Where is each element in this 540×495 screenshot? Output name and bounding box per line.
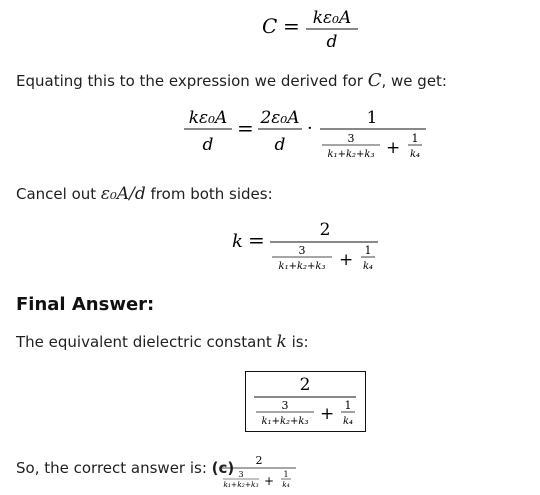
eq5-numerator: 2 [255,454,263,467]
eq2-small2-numerator: 1 [411,132,419,145]
eq4-small-denominator: k₁+k₂+k₃ [261,416,309,427]
eq5-small-denominator: k₁+k₂+k₃ [223,480,259,489]
eq1-equals: = [283,14,300,38]
equation-k [228,218,388,278]
eq3-numerator: 2 [319,220,331,240]
eq4-numerator: 2 [299,375,311,395]
eq3-equals: = [248,228,265,252]
eq1-numerator: kε₀A [312,8,352,28]
eq3-lhs: k [232,231,243,252]
eq2-lhs-denominator: d [202,135,214,155]
paragraph-equivalent-text-2: is: [286,333,309,351]
paragraph-cancel [16,184,273,204]
eq1-lhs: C [262,14,278,38]
paragraph-equating-text-2: , we get: [381,72,447,90]
paragraph-equating-text-1: Equating this to the expression we derived for [16,72,368,90]
eq2-small-denominator: k₁+k₂+k₃ [327,149,375,160]
eq2-rhs2-numerator: 1 [366,108,378,128]
eq4-small2-denominator: k₄ [342,416,354,427]
equation-equating [178,104,438,166]
equation-capacitance [250,2,370,54]
boxed-answer [244,370,368,434]
paragraph-correct-answer-text: So, the correct answer is: [16,459,212,477]
eq3-small-denominator: k₁+k₂+k₃ [278,261,326,272]
eq3-small-numerator: 3 [298,244,306,257]
eq4-plus: + [320,404,335,424]
paragraph-equating-math: C [367,70,382,91]
paragraph-equating [16,70,447,91]
eq3-small2-numerator: 1 [364,244,372,257]
eq2-small-numerator: 3 [347,132,355,145]
eq5-small2-numerator: 1 [283,470,289,479]
eq2-small2-denominator: k₄ [409,149,421,160]
eq2-lhs-numerator: kε₀A [188,108,228,128]
paragraph-equivalent-text-1: The equivalent dielectric constant [16,333,277,351]
eq2-rhs1-denominator: d [274,135,286,155]
paragraph-equivalent-math: k [276,332,287,352]
answer-choice-label: (c) [211,459,235,477]
paragraph-cancel-text-2: from both sides: [145,185,273,203]
eq3-small2-denominator: k₄ [362,261,374,272]
eq2-equals: = [237,116,254,140]
paragraph-correct-answer [16,459,234,477]
paragraph-equivalent [16,332,309,352]
eq2-dot: · [307,118,313,139]
final-answer-heading: Final Answer: [16,294,155,315]
eq2-plus: + [386,138,401,158]
eq2-rhs1-numerator: 2ε₀A [260,108,300,128]
eq1-denominator: d [326,32,338,52]
eq4-small2-numerator: 1 [344,399,352,412]
paragraph-cancel-math: ε₀A/d [100,184,146,204]
eq4-small-numerator: 3 [281,399,289,412]
eq5-small2-denominator: k₄ [282,480,290,489]
paragraph-cancel-text-1: Cancel out [16,185,101,203]
eq5-plus: + [264,474,275,488]
inline-answer-fraction [218,452,302,492]
eq5-small-numerator: 3 [238,470,244,479]
eq3-plus: + [339,250,354,270]
